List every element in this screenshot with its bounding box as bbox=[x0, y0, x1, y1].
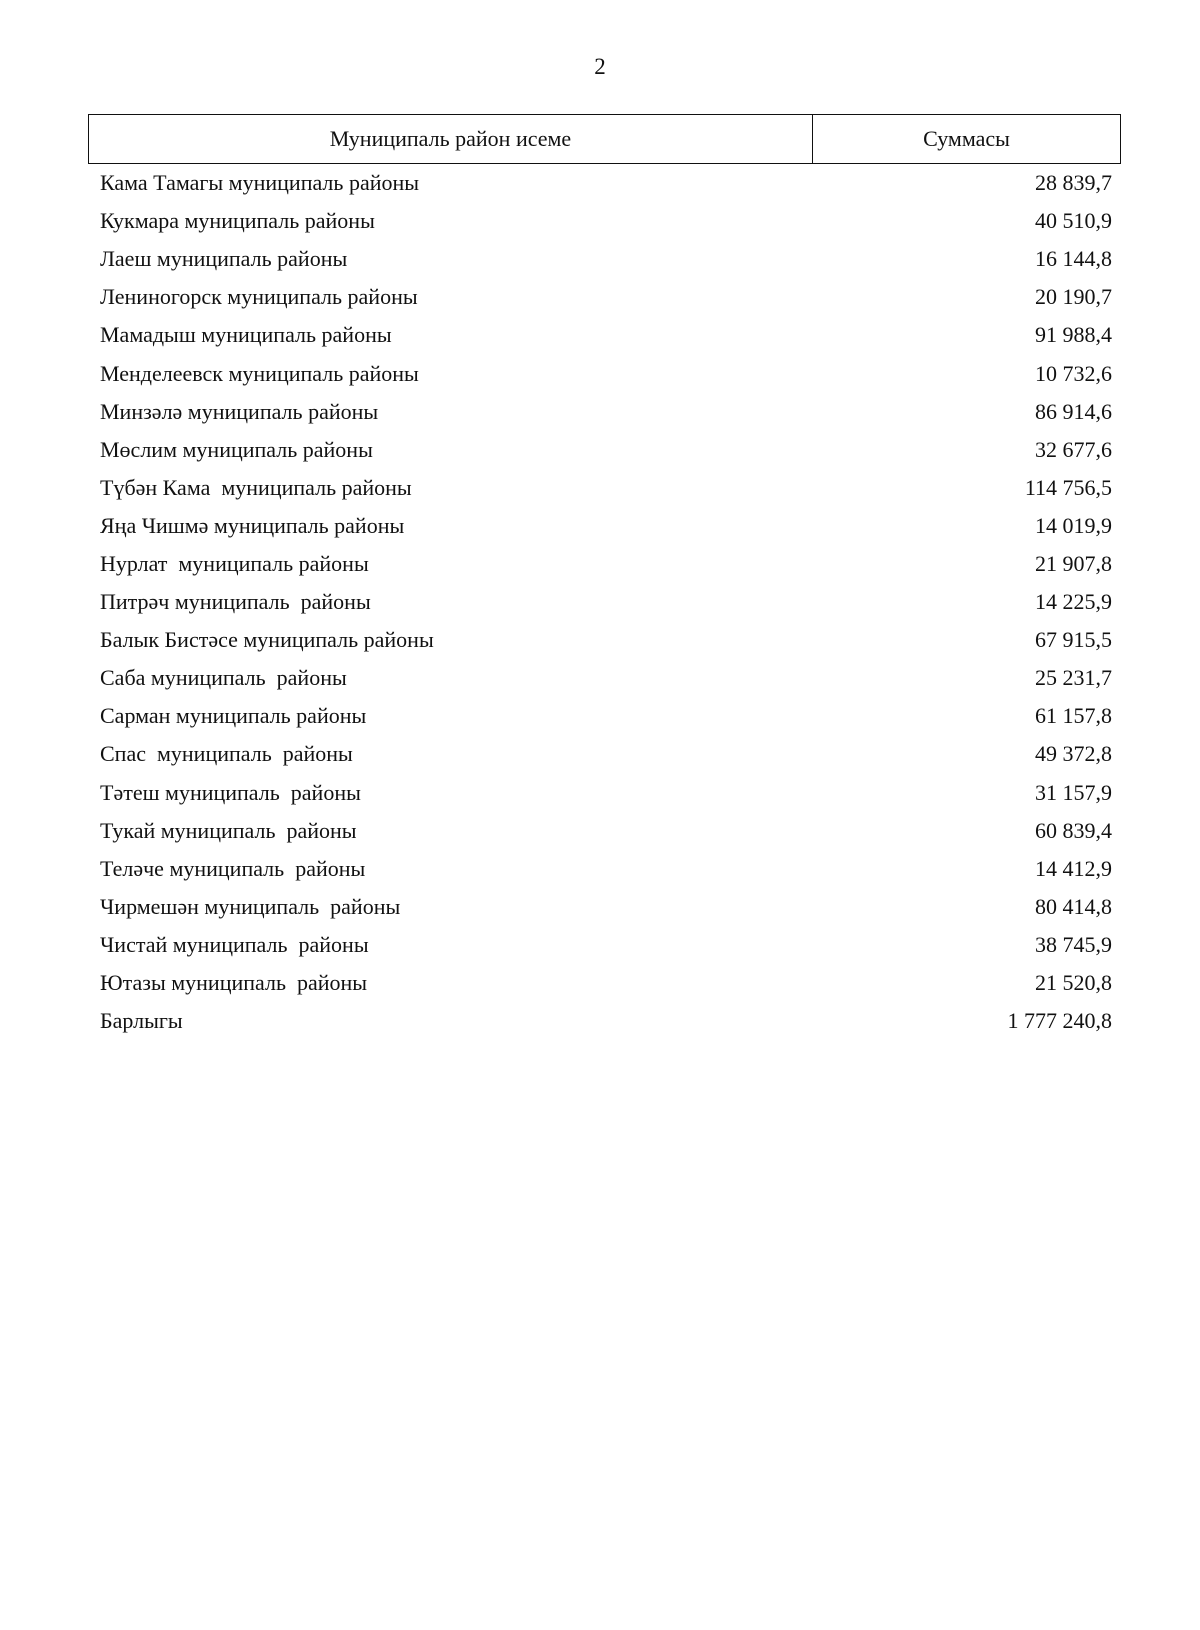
table-body bbox=[100, 164, 1112, 1040]
table-row bbox=[100, 164, 1112, 202]
district-sum: 14 225,9 bbox=[1035, 589, 1112, 615]
total-sum: 1 777 240,8 bbox=[1007, 1008, 1112, 1034]
district-name: Саба муниципаль районы bbox=[100, 665, 347, 691]
district-sum: 61 157,8 bbox=[1035, 703, 1112, 729]
district-name: Сарман муниципаль районы bbox=[100, 703, 367, 729]
district-sum: 10 732,6 bbox=[1035, 360, 1112, 386]
table-row bbox=[100, 545, 1112, 583]
district-name: Тукай муниципаль районы bbox=[100, 817, 357, 843]
district-name: Нурлат муниципаль районы bbox=[100, 550, 369, 576]
district-name: Түбән Кама муниципаль районы bbox=[100, 474, 412, 500]
district-name: Тәтеш муниципаль районы bbox=[100, 779, 361, 805]
district-sum: 14 019,9 bbox=[1035, 512, 1112, 538]
table-header bbox=[88, 114, 1121, 164]
district-name: Кама Тамагы муниципаль районы bbox=[100, 170, 420, 196]
table-row bbox=[100, 964, 1112, 1002]
district-sum: 67 915,5 bbox=[1035, 627, 1112, 653]
table-row bbox=[100, 583, 1112, 621]
table-row bbox=[100, 812, 1112, 850]
table-row bbox=[100, 926, 1112, 964]
district-sum: 21 520,8 bbox=[1035, 970, 1112, 996]
district-sum: 14 412,9 bbox=[1035, 855, 1112, 881]
table-row bbox=[100, 354, 1112, 392]
district-sum: 80 414,8 bbox=[1035, 893, 1112, 919]
table-row bbox=[100, 735, 1112, 773]
table-row bbox=[100, 659, 1112, 697]
table-row bbox=[100, 240, 1112, 278]
district-name: Мамадыш муниципаль районы bbox=[100, 322, 392, 348]
district-sum: 38 745,9 bbox=[1035, 931, 1112, 957]
district-sum: 21 907,8 bbox=[1035, 550, 1112, 576]
table-row bbox=[100, 469, 1112, 507]
district-name: Лениногорск муниципаль районы bbox=[100, 284, 418, 310]
district-name: Менделеевск муниципаль районы bbox=[100, 360, 419, 386]
district-sum: 32 677,6 bbox=[1035, 436, 1112, 462]
table-row bbox=[100, 621, 1112, 659]
table-row bbox=[100, 774, 1112, 812]
district-name: Питрәч муниципаль районы bbox=[100, 589, 371, 615]
district-sum: 31 157,9 bbox=[1035, 779, 1112, 805]
district-name: Мөслим муниципаль районы bbox=[100, 436, 373, 462]
district-sum: 86 914,6 bbox=[1035, 398, 1112, 424]
district-name: Теләче муниципаль районы bbox=[100, 855, 366, 881]
column-header-name: Муниципаль район исеме bbox=[89, 115, 813, 163]
district-name: Ютазы муниципаль районы bbox=[100, 970, 368, 996]
district-sum: 114 756,5 bbox=[1024, 474, 1112, 500]
district-sum: 28 839,7 bbox=[1035, 170, 1112, 196]
district-sum: 20 190,7 bbox=[1035, 284, 1112, 310]
column-header-sum: Суммасы bbox=[923, 126, 1010, 151]
table-row bbox=[100, 507, 1112, 545]
table-row bbox=[100, 316, 1112, 354]
table-row bbox=[100, 850, 1112, 888]
district-sum: 49 372,8 bbox=[1035, 741, 1112, 767]
table-row bbox=[100, 697, 1112, 735]
district-sum: 25 231,7 bbox=[1035, 665, 1112, 691]
district-name: Чистай муниципаль районы bbox=[100, 931, 369, 957]
district-name: Лаеш муниципаль районы bbox=[100, 246, 348, 272]
page-number: 2 bbox=[594, 54, 606, 79]
district-name: Яңа Чишмә муниципаль районы bbox=[100, 512, 405, 538]
district-sum: 40 510,9 bbox=[1035, 208, 1112, 234]
table-row bbox=[100, 202, 1112, 240]
table-row bbox=[100, 393, 1112, 431]
district-sum: 91 988,4 bbox=[1035, 322, 1112, 348]
district-sum: 16 144,8 bbox=[1035, 246, 1112, 272]
district-name: Чирмешән муниципаль районы bbox=[100, 893, 401, 919]
total-label: Барлыгы bbox=[100, 1008, 183, 1034]
table-row bbox=[100, 278, 1112, 316]
table-row bbox=[100, 888, 1112, 926]
district-name: Спас муниципаль районы bbox=[100, 741, 353, 767]
total-row bbox=[100, 1002, 1112, 1040]
district-name: Балык Бистәсе муниципаль районы bbox=[100, 627, 434, 653]
district-name: Минзәлә муниципаль районы bbox=[100, 398, 379, 424]
table-row bbox=[100, 431, 1112, 469]
district-name: Кукмара муниципаль районы bbox=[100, 208, 375, 234]
district-sum: 60 839,4 bbox=[1035, 817, 1112, 843]
